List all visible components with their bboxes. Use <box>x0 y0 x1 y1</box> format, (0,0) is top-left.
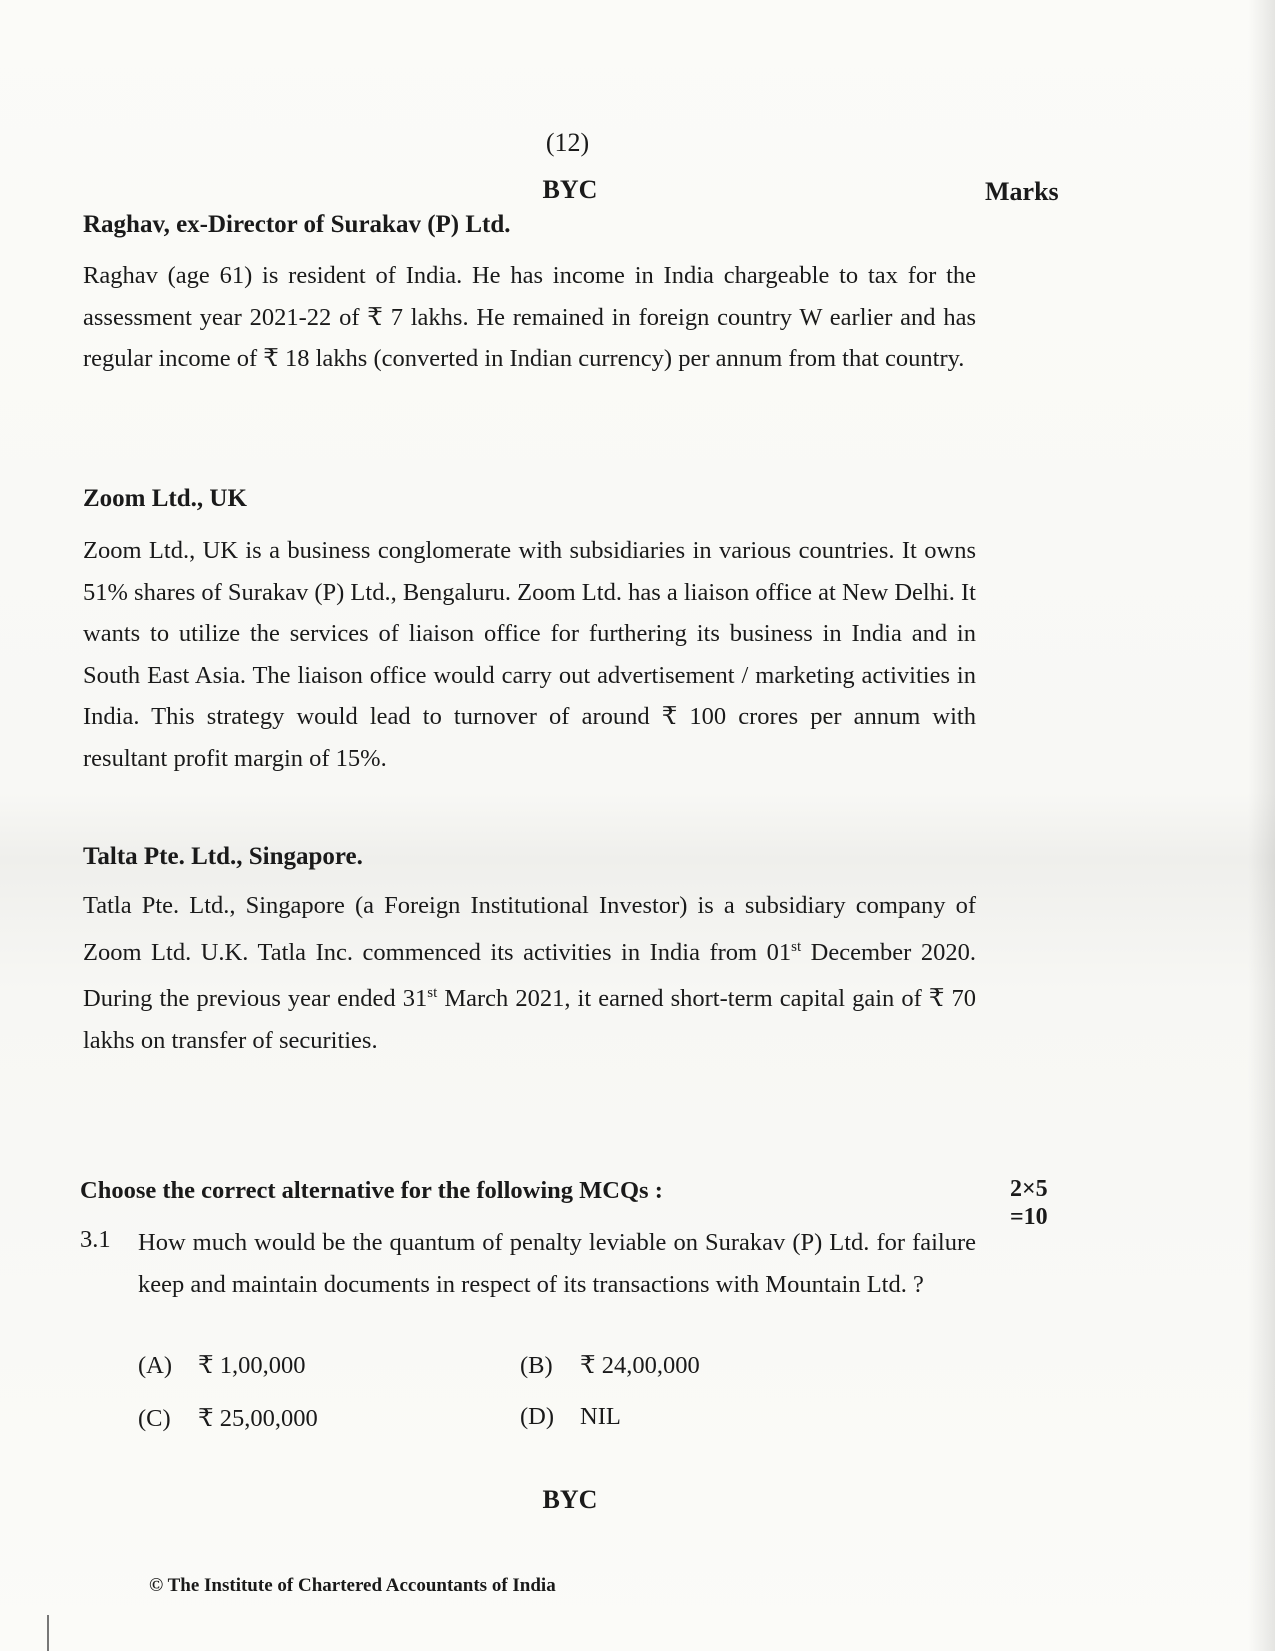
case-title-talta: Talta Pte. Ltd., Singapore. <box>83 843 363 870</box>
paper-code-header: BYC <box>542 175 598 204</box>
case-text-zoom: Zoom Ltd., UK is a business conglomerate with subsidiaries in various countries. It owns 51% shares of Surakav (P) Ltd., Bengaluru. Zoom Ltd. has a liaison office at New Delhi. It wants to utilize the services of liaison office for furthering its business in India and in South East Asia. The liaison office would carry out advertisement / marketing activities in India. This strategy would lead to turnover of around ₹ 100 crores per annum with resultant profit margin of 15%. <box>83 537 976 772</box>
question-number: 3.1 <box>80 1226 111 1253</box>
marks-column-label: Marks <box>985 177 1059 206</box>
case-title-zoom: Zoom Ltd., UK <box>83 485 247 512</box>
mcq-marks: 2×5 =10 <box>1010 1176 1048 1230</box>
case-text-raghav: Raghav (age 61) is resident of India. He has income in India chargeable to tax for the assessment year 2021-22 of ₹ 7 lakhs. He remained in foreign country W earlier and has regular income of ₹ 18 lakhs (converted in Indian currency) per annum from that country. <box>83 262 976 372</box>
copyright-footer: © The Institute of Chartered Accountants of India <box>149 1575 556 1596</box>
question-text: How much would be the quantum of penalty leviable on Surakav (P) Ltd. for failure keep and maintain documents in respect of its transactions with Mountain Ltd. ? <box>138 1229 976 1298</box>
scan-corner-mark <box>47 1615 49 1651</box>
option-a: (A) ₹ 1,00,000 <box>138 1352 306 1379</box>
option-d: (D) NIL <box>520 1403 621 1430</box>
case-title-raghav: Raghav, ex-Director of Surakav (P) Ltd. <box>83 211 511 238</box>
page-number: (12) <box>545 128 590 157</box>
option-c: (C) ₹ 25,00,000 <box>138 1405 318 1432</box>
case-text-talta: Tatla Pte. Ltd., Singapore (a Foreign Institutional Investor) is a subsidiary company of Zoom Ltd. U.K. Tatla Inc. commenced its activities in India from 01st December 2020. During the previous year ended 31st March 2021, it earned short-term capital gain of ₹ 70 lakhs on transfer of securities. <box>83 892 976 1054</box>
option-b: (B) ₹ 24,00,000 <box>520 1352 700 1379</box>
mcq-heading: Choose the correct alternative for the following MCQs : <box>80 1177 663 1204</box>
paper-code-footer: BYC <box>542 1485 598 1514</box>
scan-edge-shadow <box>1248 0 1275 1651</box>
